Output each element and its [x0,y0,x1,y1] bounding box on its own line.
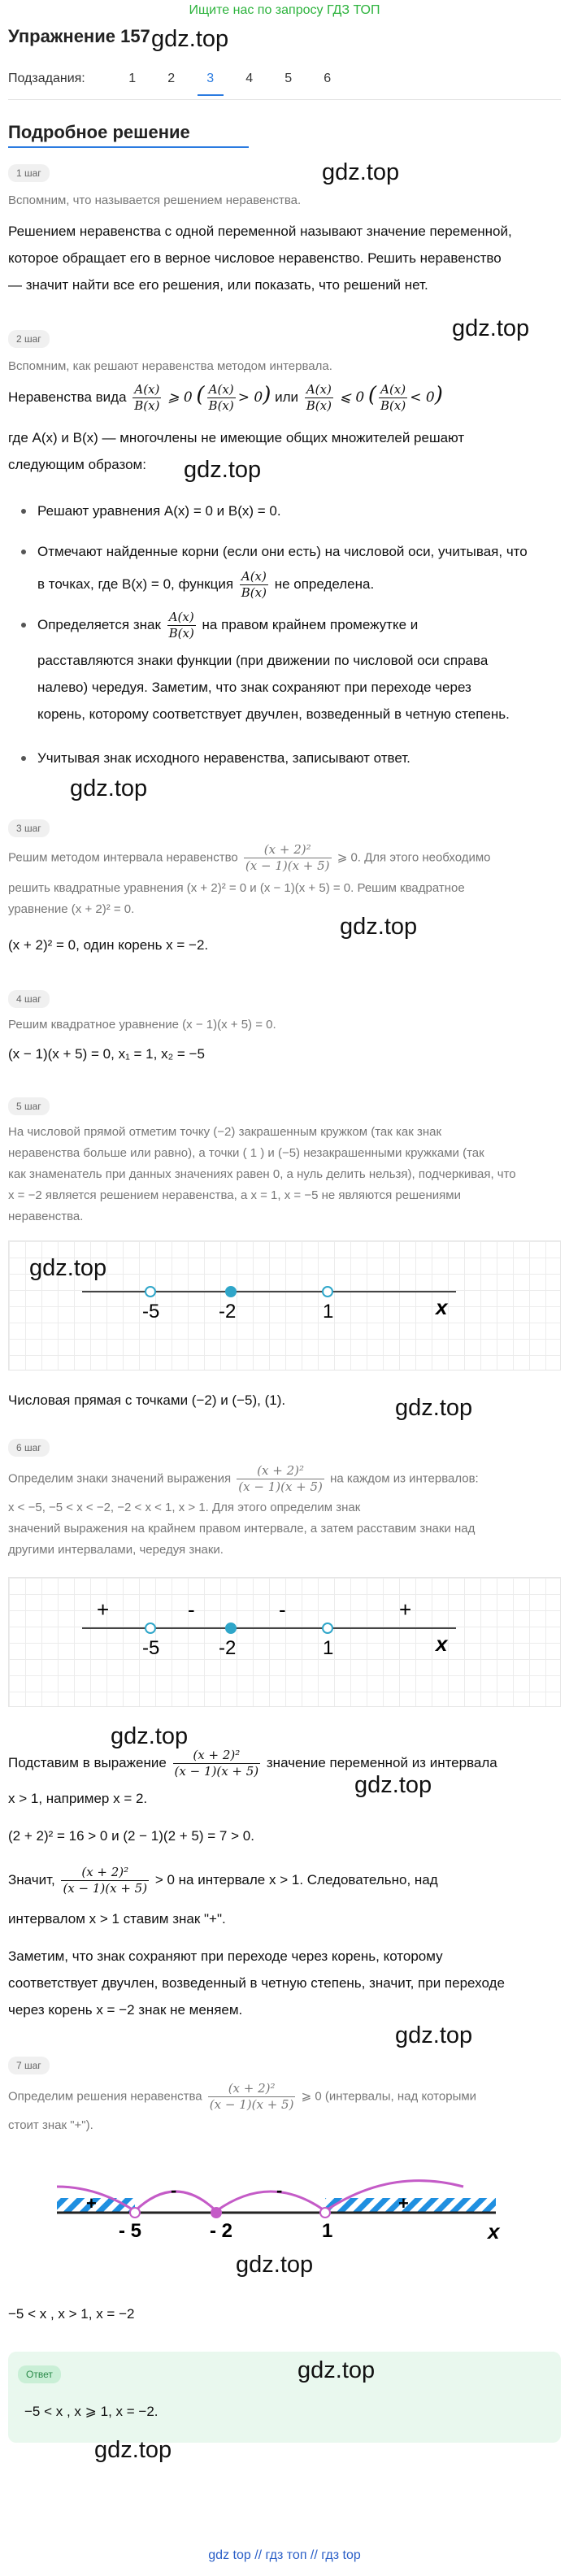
watermark: gdz.top [322,159,400,185]
text-fragment: Неравенства вида [8,389,127,405]
step-6-line: x < −5, −5 < x < −2, −2 < x < 1, x > 1. Для этого определим знак [8,1501,361,1514]
section-title-underline [8,146,249,148]
watermark: gdz.top [354,1772,432,1798]
answer-tag: Ответ [18,2365,61,2383]
bullet-dot [21,509,26,514]
axis-label: x [488,2219,500,2244]
fraction [167,610,196,641]
tab-6[interactable]: 6 [324,72,332,85]
step-2-text: где A(x) и B(x) — многочлены не имеющие общих множителей решают [8,430,465,445]
step-6-conclusion [8,1865,438,1896]
fraction-denominator: B(x) [168,626,194,641]
fraction [61,1865,149,1896]
fraction-denominator: B(x) [134,398,160,414]
sign-label: - [188,1597,195,1622]
fraction [240,569,268,601]
step-6-text: через корень x = −2 знак не меняем. [8,2002,243,2018]
watermark: gdz.top [452,315,530,341]
step-6-text: интервалом x > 1 ставим знак "+". [8,1911,226,1927]
fraction-denominator: (x − 1)(x + 5) [209,2097,294,2112]
step-3-line: решить квадратные уравнения (x + 2)² = 0 и (x − 1)(x + 5) = 0. Решим квадратное [8,881,465,895]
fraction-numerator: A(x) [241,569,267,584]
tab-4[interactable]: 4 [245,72,254,85]
point-open [323,1623,332,1633]
point-open [146,1287,155,1297]
fraction-numerator: A(x) [380,382,406,397]
page-title: Упражнение 157 [8,26,150,46]
step-2-text: следующим образом: [8,457,146,472]
bullet-dot [21,756,26,761]
text-fragment: Решим методом интервала неравенство [8,850,238,865]
step-7-line [8,2081,476,2113]
tab-1[interactable]: 1 [128,72,137,85]
sign-label: + [97,1597,110,1622]
step-5-line: На числовой прямой отметим точку (−2) закрашенным кружком (так как знак [8,1125,442,1139]
tick-label: -2 [219,1637,237,1659]
sign-label: - [279,1597,286,1622]
step-2-bullet-1: Решают уравнения A(x) = 0 и B(x) = 0. [37,503,281,519]
math-fragment: ⩾ 0 [167,389,193,406]
fraction [207,382,236,414]
fraction-numerator: (x + 2)² [263,842,311,857]
step-5-tag: 5 шаг [8,1097,50,1115]
section-title: Подробное решение [8,122,190,142]
text-fragment: ⩾ 0 (интервалы, над которыми [301,2089,477,2104]
point-open [320,2208,330,2218]
step-5-line: как знаменатель при данных значениях равен 0, а нуль делить нельзя), подчеркивая, что [8,1167,516,1181]
fraction [208,2081,296,2113]
step-6-text: x > 1, например x = 2. [8,1791,148,1806]
fraction-denominator: (x − 1)(x + 5) [238,1479,323,1494]
watermark: gdz.top [94,2437,172,2463]
step-6-line [8,1463,479,1495]
tick-label: -2 [219,1301,237,1323]
step-7-result: −5 < x , x > 1, x = −2 [8,2306,135,2322]
watermark: gdz.top [184,457,262,483]
step-1-text: которое обращает его в верное числовое неравенство. Решить неравенство [8,250,502,266]
tab-3[interactable]: 3 [191,72,230,86]
fraction [173,1748,261,1779]
fraction-numerator: (x + 2)² [257,1463,304,1478]
text-fragment: на каждом из интервалов: [330,1471,479,1486]
step-2-bullet-3: налево) чередуя. Заметим, что знак сохраняют при переходе через [37,680,471,695]
watermark: gdz.top [29,1255,107,1281]
text-fragment: Определим решения неравенства [8,2089,202,2104]
step-7-line: стоит знак "+"). [8,2118,93,2132]
step-6-text: (2 + 2)² = 16 > 0 и (2 − 1)(2 + 5) = 7 > 0. [8,1828,254,1844]
subtask-tabs [8,67,347,91]
step-2-bullet-4: Учитывая знак исходного неравенства, записывают ответ. [37,750,410,766]
sign-label: + [399,1597,412,1622]
text-fragment: Определяется знак [37,616,161,632]
step-6-text: Заметим, что знак сохраняют при переходе через корень, которому [8,1948,443,1964]
fraction-numerator: A(x) [168,610,194,624]
fraction [237,1463,324,1495]
text-fragment: ⩾ 0. Для этого необходимо [337,850,491,865]
step-3-tag: 3 шаг [8,819,50,837]
watermark: gdz.top [298,2357,376,2383]
text-fragment: Подставим в выражение [8,1754,167,1770]
fraction-numerator: (x + 2)² [81,1865,129,1879]
tab-5[interactable]: 5 [284,72,293,85]
watermark: gdz.top [70,775,148,801]
step-6-line: другими интервалами, чередуя знаки. [8,1543,224,1557]
text-fragment: в точках, где B(x) = 0, функция [37,576,234,592]
point-filled [226,1623,236,1633]
fraction [132,382,161,414]
step-1-intro: Вспомним, что называется решением неравенства. [8,193,302,207]
fraction-denominator: B(x) [380,398,406,414]
step-4-line: Решим квадратное уравнение (x − 1)(x + 5) = 0. [8,1018,276,1032]
step-2-tag: 2 шаг [8,330,50,348]
step-7-tag: 7 шаг [8,2057,50,2074]
fraction-denominator: (x − 1)(x + 5) [174,1764,259,1779]
step-2-intro: Вспомним, как решают неравенства методом интервала. [8,359,332,373]
point-open [130,2208,140,2218]
text-fragment: Определим знаки значений выражения [8,1471,232,1486]
paren: ) [263,383,271,407]
axis-label: x [436,1631,448,1656]
sign-chart [9,1578,562,1708]
step-5-caption: Числовая прямая с точками (−2) и (−5), (1). [8,1392,286,1408]
paren: ( [196,383,205,407]
step-3-line: уравнение (x + 2)² = 0. [8,902,135,916]
math-fragment: ⩽ 0 [339,389,365,406]
fraction-numerator: A(x) [134,382,160,397]
step-6-tag: 6 шаг [8,1439,50,1457]
watermark: gdz.top [395,1395,473,1421]
step-2-bullet-2 [37,569,374,601]
text-fragment: Значит, [8,1871,55,1887]
sign-label: + [398,2193,409,2213]
step-3-line [8,842,491,874]
fraction-numerator: (x + 2)² [228,2081,276,2096]
tick-label: - 5 [119,2220,142,2242]
step-2-forms-line [8,382,443,414]
math-fragment: < 0 [410,389,435,406]
hatched-interval-right [325,2198,496,2213]
step-2-bullet-3: расставляются знаки функции (при движении по числовой оси справа [37,653,489,668]
axis-label: x [436,1295,448,1319]
top-promo-link[interactable]: Ищите нас по запросу ГДЗ ТОП [189,3,380,17]
text-fragment: значение переменной из интервала [266,1754,497,1770]
fraction-denominator: B(x) [208,398,234,414]
tick-label: -5 [142,1637,160,1659]
interval-arc [216,2192,325,2211]
fraction [244,842,332,874]
fraction-numerator: A(x) [208,382,234,397]
fraction [379,382,407,414]
sign-label: - [171,2180,177,2200]
step-4-tag: 4 шаг [8,990,50,1008]
step-6-text: соответствует двучлен, возведенный в четную степень, значит, при переходе [8,1975,505,1991]
point-filled [226,1287,236,1297]
step-5-line: неравенства больше или равно), а точки ( 1 ) и (−5) незакрашенными кружками (так [8,1146,484,1160]
answer-text: −5 < x , x ⩾ 1, x = −2. [24,2404,159,2419]
watermark: gdz.top [111,1723,189,1749]
fraction-denominator: (x − 1)(x + 5) [63,1881,148,1896]
paren: ( [367,383,377,407]
math-fragment: > 0 [237,389,263,406]
sign-label: - [276,2180,283,2200]
text-fragment: на правом крайнем промежутке и [202,616,419,632]
step-1-text: — значит найти все его решения, или показать, что решений нет. [8,277,428,293]
fraction-numerator: A(x) [306,382,332,397]
fraction-denominator: B(x) [306,398,332,414]
tick-label: -5 [142,1301,160,1323]
watermark: gdz.top [395,2022,473,2048]
text-fragment: или [275,389,299,405]
watermark: gdz.top [151,26,229,52]
tabs-divider [8,99,561,100]
bullet-dot [21,550,26,554]
step-2-bullet-3: корень, которому соответствует двучлен, возведенный в четную степень. [37,706,510,722]
tick-label: - 2 [210,2220,233,2242]
answer-box [8,2352,561,2443]
point-filled [211,2208,221,2218]
point-open [323,1287,332,1297]
step-2-bullet-2: Отмечают найденные корни (если они есть) на числовой оси, учитывая, что [37,544,528,559]
step-4-result: (x − 1)(x + 5) = 0, x₁ = 1, x₂ = −5 [8,1046,205,1062]
tick-label: 1 [322,2220,333,2242]
fraction [305,382,333,414]
step-3-result: (x + 2)² = 0, один корень x = −2. [8,937,209,953]
tick-label: 1 [323,1301,334,1323]
bullet-dot [21,623,26,628]
point-open [146,1623,155,1633]
tab-2[interactable]: 2 [167,72,176,85]
text-fragment: не определена. [274,576,375,592]
step-6-line: значений выражения на крайнем правом интервале, а затем расставим знаки над [8,1522,476,1536]
sign-chart-figure [8,1577,561,1707]
step-2-bullet-3 [37,610,418,641]
step-5-line: x = −2 является решением неравенства, а x = 1, x = −5 не являются решениями [8,1188,461,1202]
fraction-denominator: (x − 1)(x + 5) [245,858,330,873]
sign-label: + [86,2193,97,2213]
fraction-numerator: (x + 2)² [193,1748,241,1762]
watermark: gdz.top [236,2252,314,2278]
fraction-denominator: B(x) [241,585,267,600]
watermark: gdz.top [340,914,418,940]
step-5-line: неравенства. [8,1210,84,1223]
step-1-text: Решением неравенства с одной переменной называют значение переменной, [8,224,512,239]
paren: ) [434,383,443,407]
text-fragment: > 0 на интервале x > 1. Следовательно, над [154,1871,438,1887]
tick-label: 1 [323,1637,334,1659]
subtask-label: Подзадания: [8,72,85,85]
footer-links[interactable]: gdz top // гдз топ // гдз top [208,2548,361,2562]
step-1-tag: 1 шаг [8,164,50,182]
